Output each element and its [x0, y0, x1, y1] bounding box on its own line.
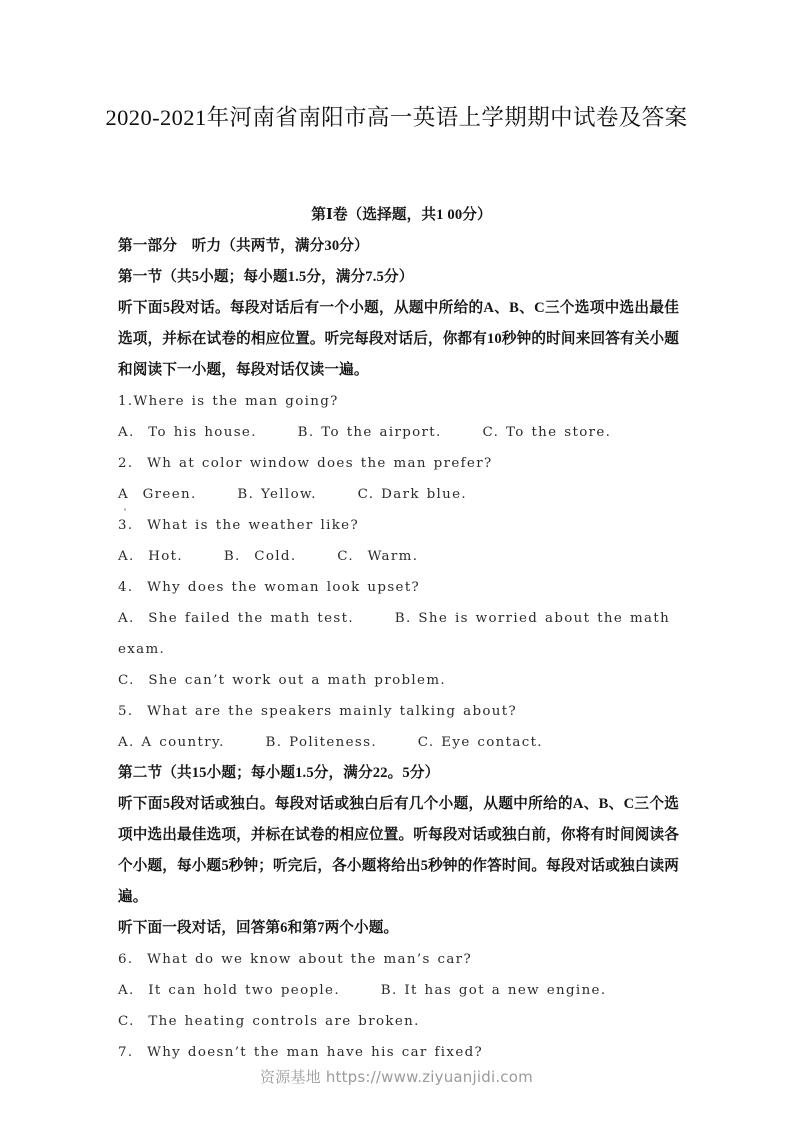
paper-section-header: 第Ⅰ卷（选择题，共1 00分） — [311, 207, 492, 223]
question-6-stem: 6. What do we know about the man’s car? — [118, 952, 472, 967]
section-two-dialogue-lead: 听下面一段对话，回答第6和第7两个小题。 — [118, 920, 399, 936]
question-1-options: A. To his house. B. To the airport. C. To the store. — [118, 425, 612, 440]
question-6-options-line-2: C. The heating controls are broken. — [118, 1014, 420, 1029]
document-body — [118, 200, 679, 1068]
question-3-stem: 3. What is the weather like? — [118, 518, 359, 533]
question-6-options-line-1: A. It can hold two people. B. It has got a new engine. — [118, 983, 607, 998]
question-4-stem: 4. Why does the woman look upset? — [118, 580, 421, 595]
question-5-stem: 5. What are the speakers mainly talking about? — [118, 704, 518, 719]
question-2-options: A Green. B. Yellow. C. Dark blue. — [118, 487, 468, 502]
question-2-stem: 2. Wh at color window does the man prefer? — [118, 456, 493, 471]
question-1-stem: 1.Where is the man going? — [118, 394, 339, 409]
question-7-stem: 7. Why doesn’t the man have his car fixed? — [118, 1045, 484, 1060]
page-title: 2020-2021年河南省南阳市高一英语上学期期中试卷及答案 — [105, 105, 688, 130]
question-4-options-line-1: A. She failed the math test. B. She is worried about the math exam. — [118, 611, 677, 657]
section-one-heading: 第一节（共5小题；每小题1.5分，满分7.5分） — [118, 269, 414, 285]
section-one-instruction: 听下面5段对话。每段对话后有一个小题，从题中所给的A、B、C三个选项中选出最佳选项，并标在试卷的相应位置。听完每段对话后，你都有10秒钟的时间来回答有关小题和阅读下一小题，每段对话仅读一遍。 — [118, 300, 679, 378]
section-two-instruction: 听下面5段对话或独白。每段对话或独白后有几个小题，从题中所给的A、B、C三个选项中选出最佳选项，并标在试卷的相应位置。听每段对话或独白前，你将有时间阅读各个小题，每小题5秒钟；听完后，各小题将给出5秒钟的作答时间。每段对话或独白读两遍。 — [118, 796, 679, 905]
question-4-options-line-2: C. She can’t work out a math problem. — [118, 673, 446, 688]
question-3-options: A. Hot. B. Cold. C. Warm. — [118, 549, 419, 564]
scan-artifact-speck — [124, 508, 126, 511]
part-one-heading: 第一部分 听力（共两节，满分30分） — [118, 238, 369, 254]
footer-watermark: 资源基地 https://www.ziyuanjidi.com — [260, 1068, 533, 1086]
section-two-heading: 第二节（共15小题；每小题1.5分，满分22。5分） — [118, 765, 440, 781]
question-5-options: A. A country. B. Politeness. C. Eye contact. — [118, 735, 543, 750]
